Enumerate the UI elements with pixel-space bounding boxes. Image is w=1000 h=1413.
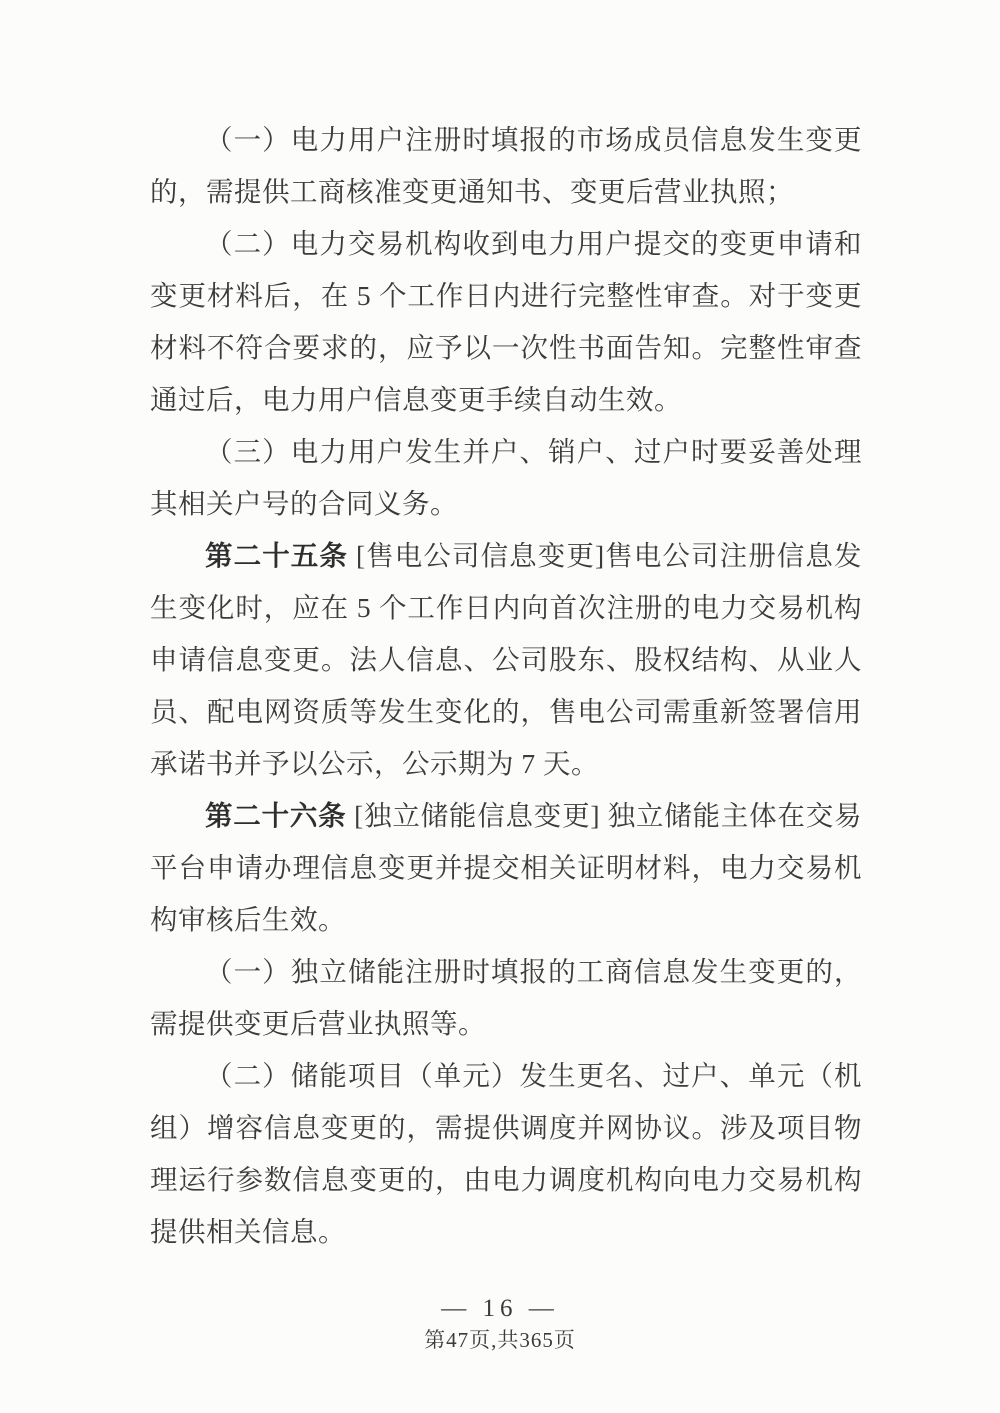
paragraph-text: （一）独立储能注册时填报的工商信息发生变更的，需提供变更后营业执照等。	[150, 956, 862, 1039]
paragraph-item-5	[150, 1050, 862, 1258]
paragraph-text: （二）电力交易机构收到电力用户提交的变更申请和变更材料后，在 5 个工作日内进行完整性审查。对于变更材料不符合要求的，应予以一次性书面告知。完整性审查通过后，电力用户信息变更手续自动生效。	[150, 228, 862, 415]
paragraph-item-4	[150, 946, 862, 1050]
paragraph-article-25	[150, 530, 862, 790]
paragraph-item-2	[150, 218, 862, 426]
paragraph-text: （一）电力用户注册时填报的市场成员信息发生变更的，需提供工商核准变更通知书、变更后营业执照；	[150, 124, 862, 207]
paragraph-item-1	[150, 114, 862, 218]
document-body	[150, 114, 862, 1258]
page-position-info: 第47页,共365页	[424, 1328, 576, 1352]
paragraph-text: [售电公司信息变更]售电公司注册信息发生变化时，应在 5 个工作日内向首次注册的电力交易机构申请信息变更。法人信息、公司股东、股权结构、从业人员、配电网资质等发生变化的，售电公司需重新签署信用承诺书并予以公示，公示期为 7 天。	[150, 540, 862, 779]
article-25-heading: 第二十五条	[205, 540, 348, 571]
paragraph-text: （二）储能项目（单元）发生更名、过户、单元（机组）增容信息变更的，需提供调度并网协议。涉及项目物理运行参数信息变更的，由电力调度机构向电力交易机构提供相关信息。	[150, 1060, 862, 1247]
paragraph-text: （三）电力用户发生并户、销户、过户时要妥善处理其相关户号的合同义务。	[150, 436, 862, 519]
page-number: — 16 —	[441, 1295, 559, 1322]
paragraph-text: [独立储能信息变更] 独立储能主体在交易平台申请办理信息变更并提交相关证明材料，电力交易机构审核后生效。	[150, 800, 862, 935]
paragraph-item-3	[150, 426, 862, 530]
paragraph-article-26	[150, 790, 862, 946]
article-26-heading: 第二十六条	[205, 800, 347, 831]
